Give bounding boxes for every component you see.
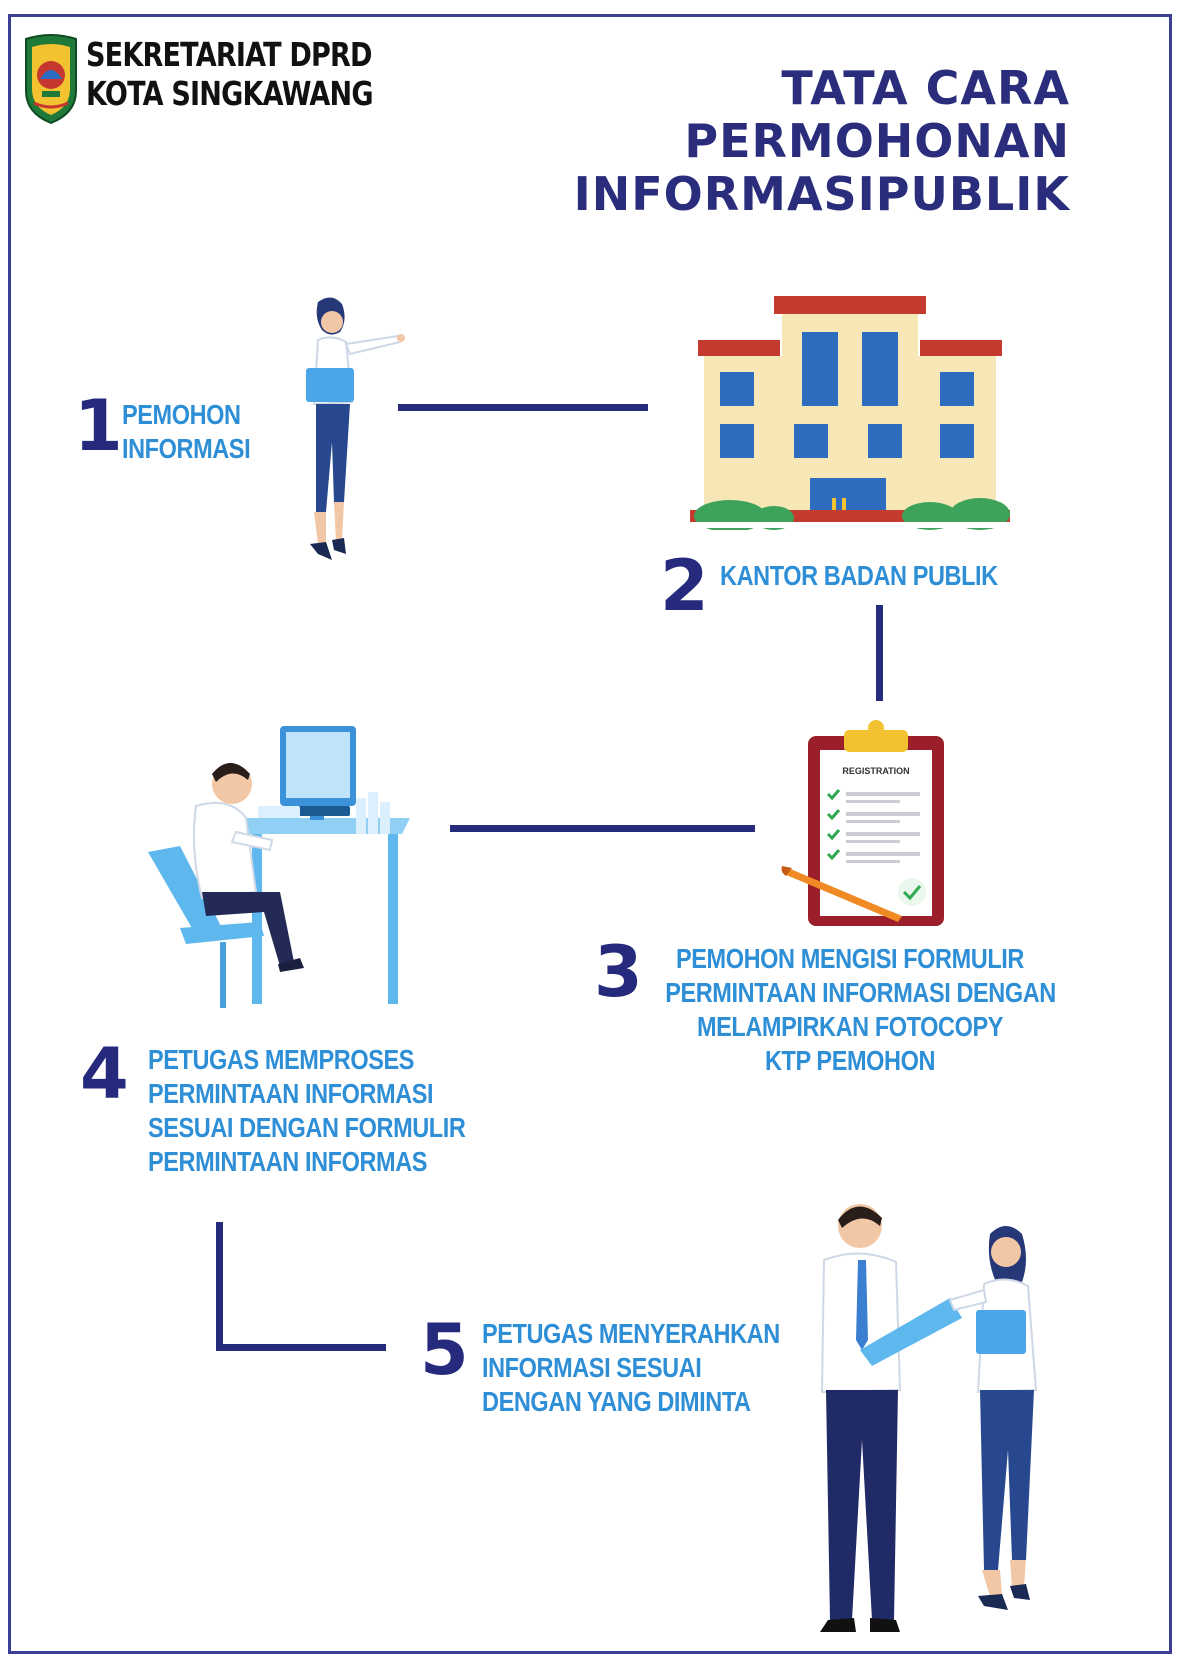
step-4-number: 4 xyxy=(80,1033,129,1115)
org-name-line2: KOTA SINGKAWANG xyxy=(86,74,373,113)
step-1-label-line: PEMOHON xyxy=(122,399,241,430)
step-5-label xyxy=(482,1317,837,1419)
woman-holding-document-icon xyxy=(280,292,410,567)
connector-1-2 xyxy=(398,404,648,411)
org-name-line1: SEKRETARIAT DPRD xyxy=(86,35,372,74)
connector-4-5-vertical xyxy=(216,1222,223,1350)
step-2-label: KANTOR BADAN PUBLIK xyxy=(720,560,998,591)
step-1-label xyxy=(122,398,275,466)
step-1-number: 1 xyxy=(74,385,123,467)
step-5-number: 5 xyxy=(420,1309,469,1391)
officer-at-computer-icon xyxy=(140,722,420,1012)
step-4-label-line: PERMINTAAN INFORMASI xyxy=(148,1078,434,1109)
connector-2-3 xyxy=(876,605,883,701)
connector-3-4 xyxy=(450,825,755,832)
connector-4-5-horizontal xyxy=(216,1344,386,1351)
step-5-label-line: PETUGAS MENYERAHKAN xyxy=(482,1318,780,1349)
office-building-icon xyxy=(690,292,1010,530)
step-1-label-line: INFORMASI xyxy=(122,433,251,464)
step-4-label-line: SESUAI DENGAN FORMULIR xyxy=(148,1112,466,1143)
singkawang-emblem-icon xyxy=(22,33,80,125)
step-4-label xyxy=(148,1043,526,1179)
step-3-label-line: PEMOHON MENGISI FORMULIR xyxy=(676,943,1024,974)
step-4-label-line: PETUGAS MEMPROSES xyxy=(148,1044,415,1075)
clipboard-title: REGISTRATION xyxy=(842,766,910,776)
step-3-label-line: PERMINTAAN INFORMASI DENGAN xyxy=(665,977,1056,1008)
handover-two-people-icon xyxy=(800,1190,1070,1640)
step-3-number: 3 xyxy=(594,931,643,1013)
title-line1: TATA CARA xyxy=(781,61,1070,115)
title-line2: PERMOHONAN xyxy=(684,114,1070,168)
step-5-label-line: INFORMASI SESUAI xyxy=(482,1352,702,1383)
page-title xyxy=(574,62,1070,221)
step-2-number: 2 xyxy=(660,545,709,627)
title-line3: INFORMASIPUBLIK xyxy=(573,167,1070,221)
step-3-label-line: KTP PEMOHON xyxy=(764,1045,936,1076)
step-4-label-line: PERMINTAAN INFORMAS xyxy=(148,1146,428,1177)
step-3-label-line: MELAMPIRKAN FOTOCOPY xyxy=(696,1011,1004,1042)
step-5-label-line: DENGAN YANG DIMINTA xyxy=(482,1386,751,1417)
registration-clipboard-icon xyxy=(780,716,950,931)
step-3-label xyxy=(630,942,1070,1078)
